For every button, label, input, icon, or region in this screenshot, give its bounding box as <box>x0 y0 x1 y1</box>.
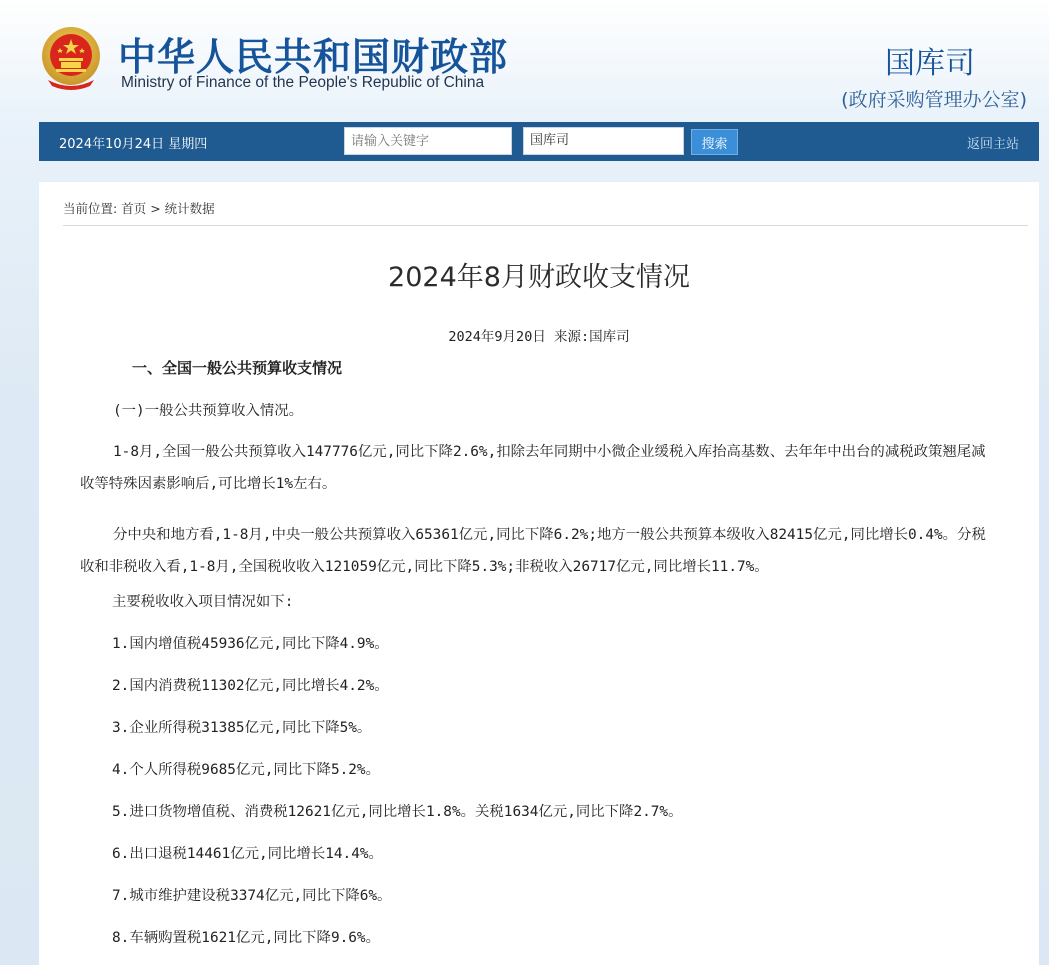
article-title: 2024年8月财政收支情况 <box>388 262 690 293</box>
site-title-en: Ministry of Finance of the People's Republic of China <box>121 74 485 91</box>
breadcrumb <box>63 199 215 217</box>
list-item: 6.出口退税14461亿元,同比增长14.4%。 <box>112 846 383 862</box>
list-item: 4.个人所得税9685亿元,同比下降5.2%。 <box>112 762 380 778</box>
national-emblem-icon[interactable] <box>40 26 102 90</box>
department-subtitle: (政府采购管理办公室) <box>841 89 1027 111</box>
breadcrumb-home-link[interactable]: 首页 <box>121 201 147 216</box>
search-button[interactable]: 搜索 <box>691 129 738 155</box>
site-title-cn: 中华人民共和国财政部 <box>118 35 509 79</box>
breadcrumb-current-link[interactable]: 统计数据 <box>164 201 215 216</box>
department-name: 国库司 <box>885 46 975 81</box>
paragraph-2: 分中央和地方看,1-8月,中央一般公共预算收入65361亿元,同比下降6.2%;地方一般公共预算本级收入82415亿元,同比增长0.4%。分税收和非税收入看,1-8月,全国税收收入121059亿元,同比下降5.3%;非税收入26717亿元,同比增长11.7%。 <box>80 527 986 575</box>
list-item: 3.企业所得税31385亿元,同比下降5%。 <box>112 720 372 736</box>
current-date: 2024年10月24日 星期四 <box>59 137 208 152</box>
subheading: (一)一般公共预算收入情况。 <box>113 403 304 419</box>
top-nav-bar <box>39 122 1039 161</box>
list-item: 7.城市维护建设税3374亿元,同比下降6%。 <box>112 888 392 904</box>
article-meta: 2024年9月20日 来源:国库司 <box>448 329 630 345</box>
search-scope-select[interactable]: 国库司 <box>523 127 684 155</box>
paragraph-1: 1-8月,全国一般公共预算收入147776亿元,同比下降2.6%,扣除去年同期中小微企业缓税入库抬高基数、去年年中出台的减税政策翘尾减收等特殊因素影响后,可比增长1%左右。 <box>80 444 986 492</box>
list-item: 1.国内增值税45936亿元,同比下降4.9%。 <box>112 636 389 652</box>
list-item: 5.进口货物增值税、消费税12621亿元,同比增长1.8%。关税1634亿元,同比下降2.7%。 <box>112 804 683 820</box>
list-item: 8.车辆购置税1621亿元,同比下降9.6%。 <box>112 930 380 946</box>
breadcrumb-prefix: 当前位置: <box>63 201 118 216</box>
list-intro: 主要税收收入项目情况如下: <box>112 594 294 610</box>
main-content <box>39 182 1039 972</box>
divider <box>63 225 1028 226</box>
breadcrumb-separator: > <box>150 201 161 216</box>
search-input[interactable] <box>344 127 512 155</box>
site-header <box>0 0 1049 122</box>
list-item: 2.国内消费税11302亿元,同比增长4.2%。 <box>112 678 389 694</box>
section-heading: 一、全国一般公共预算收支情况 <box>132 359 343 377</box>
return-main-site-link[interactable]: 返回主站 <box>966 137 1019 152</box>
